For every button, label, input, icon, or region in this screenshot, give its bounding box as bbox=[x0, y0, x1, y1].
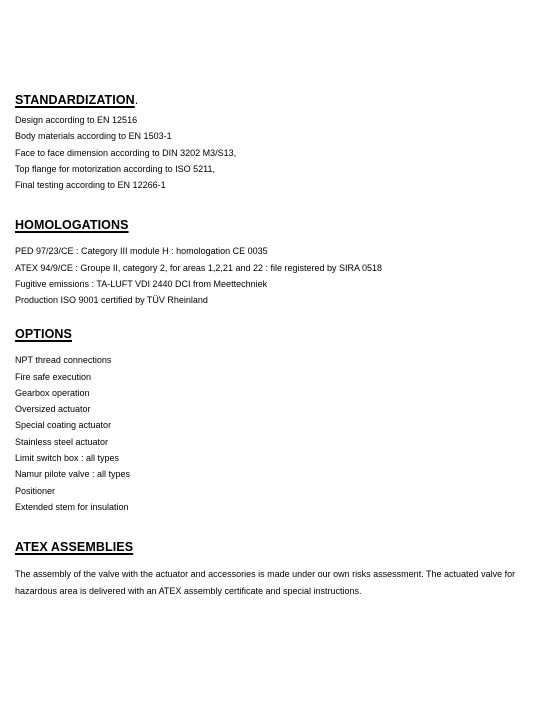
standardization-title: STANDARDIZATION bbox=[15, 93, 135, 107]
atex-assemblies-heading: ATEX ASSEMBLIES bbox=[15, 540, 134, 554]
homologations-line: Production ISO 9001 certified by TÜV Rheinland bbox=[15, 295, 208, 305]
options-line: NPT thread connections bbox=[15, 355, 112, 365]
options-line: Oversized actuator bbox=[15, 404, 91, 414]
standardization-line: Top flange for motorization according to ISO 5211, bbox=[15, 164, 215, 174]
homologations-line: PED 97/23/CE : Category III module H : homologation CE 0035 bbox=[15, 246, 268, 256]
standardization-trailing-mark: . bbox=[134, 93, 139, 107]
options-line: Fire safe execution bbox=[15, 372, 92, 382]
options-line: Special coating actuator bbox=[15, 420, 112, 430]
options-line: Stainless steel actuator bbox=[15, 437, 109, 447]
homologations-line: Fugitive emissions : TA-LUFT VDI 2440 DCI from Meettechniek bbox=[15, 279, 268, 289]
standardization-line: Body materials according to EN 1503-1 bbox=[15, 131, 172, 141]
options-line: Limit switch box : all types bbox=[15, 453, 120, 463]
standardization-line: Design according to EN 12516 bbox=[15, 115, 138, 125]
homologations-heading: HOMOLOGATIONS bbox=[15, 218, 129, 232]
atex-assemblies-paragraph: The assembly of the valve with the actuator and accessories is made under our own risks assessment. The actuated valve for hazardous area is delivered with an ATEX assembly certificate and special instructions. bbox=[15, 569, 516, 596]
standardization-heading bbox=[15, 93, 138, 107]
options-line: Namur pilote valve : all types bbox=[15, 469, 131, 479]
options-line: Positioner bbox=[15, 486, 56, 496]
options-heading: OPTIONS bbox=[15, 327, 72, 341]
options-line: Gearbox operation bbox=[15, 388, 90, 398]
standardization-line: Face to face dimension according to DIN 3202 M3/S13, bbox=[15, 148, 237, 158]
homologations-line: ATEX 94/9/CE : Groupe II, category 2, for areas 1,2,21 and 22 : file registered by SIRA 0518 bbox=[15, 263, 383, 273]
options-line: Extended stem for insulation bbox=[15, 502, 129, 512]
standardization-line: Final testing according to EN 12266-1 bbox=[15, 180, 166, 190]
